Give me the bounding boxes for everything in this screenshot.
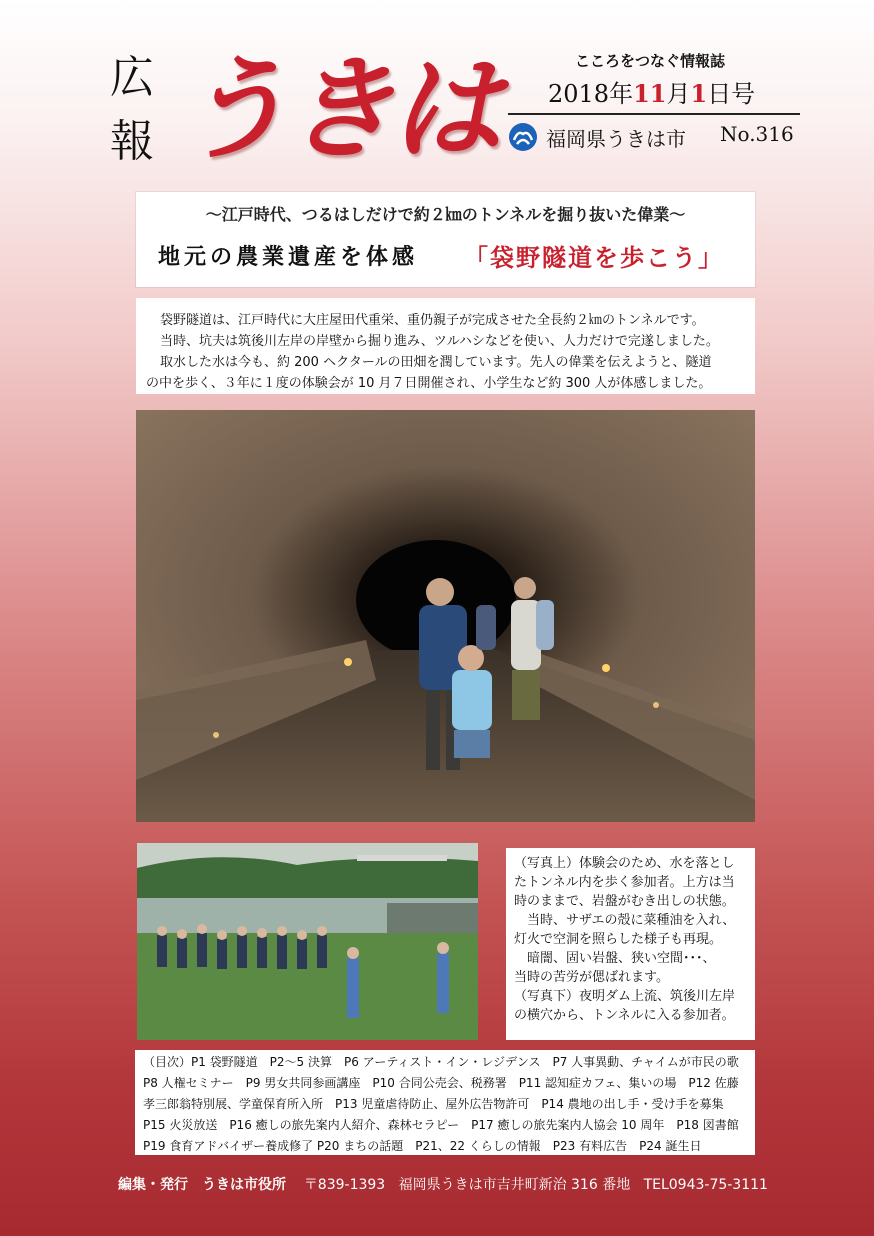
- city-emblem-icon: [508, 122, 538, 152]
- city-name: 福岡県うきは市: [546, 126, 686, 151]
- issue-date-year: 2018年: [548, 80, 634, 108]
- caption-line: 時のままで、岩盤がむき出しの状態。: [514, 894, 735, 909]
- toc-line: P15 火災放送 P16 癒しの旅先案内人紹介、森林セラピー P17 癒しの旅先案内人協会 10 周年 P18 図書館: [143, 1118, 739, 1132]
- entrance-photo: [137, 843, 478, 1040]
- headline-subtitle: 〜江戸時代、つるはしだけで約２㎞のトンネルを掘り抜いた偉業〜: [205, 205, 686, 224]
- masthead-tagline: こころをつなぐ情報誌: [575, 52, 726, 70]
- photo-caption: [506, 848, 755, 1040]
- headline-box: [136, 192, 755, 287]
- footer-tel: TEL0943-75-3111: [643, 1177, 768, 1193]
- issue-number: No.316: [720, 122, 794, 146]
- issue-date: [548, 74, 755, 109]
- issue-date-day-unit: 日号: [707, 80, 756, 108]
- intro-line: の中を歩く、３年に１度の体験会が 10 月７日開催され、小学生など約 300 人が体感しました。: [146, 376, 712, 391]
- footer: [118, 1174, 768, 1194]
- intro-line: 袋野隧道は、江戸時代に大庄屋田代重栄、重仍親子が完成させた全長約２㎞のトンネルです。: [160, 313, 705, 328]
- masthead-kanji: [100, 48, 164, 172]
- footer-address: 福岡県うきは市吉井町新治 316 番地: [398, 1177, 631, 1193]
- headline-main-red: 「袋野隧道を歩こう」: [464, 244, 724, 272]
- issue-date-day: 1: [690, 79, 708, 108]
- intro-line: 当時、坑夫は筑後川左岸の岸壁から掘り進み、ツルハシなどを使い、人力だけで完遂しました。: [160, 334, 719, 349]
- toc-line: 孝三郎翁特別展、学童保育所入所 P13 児童虐待防止、屋外広告物許可 P14 農地の出し手・受け手を募集: [143, 1097, 724, 1111]
- caption-line: （写真下）夜明ダム上流、筑後川左岸: [514, 989, 736, 1004]
- table-of-contents: [135, 1050, 755, 1155]
- issue-date-month: 11: [633, 79, 667, 108]
- intro-line: 取水した水は今も、約 200 ヘクタールの田畑を潤しています。先人の偉業を伝えようと、隧道: [160, 355, 712, 370]
- masthead-title: うきは: [178, 44, 496, 175]
- intro-box: [136, 298, 755, 394]
- caption-line: （写真上）体験会のため、水を落とし: [514, 856, 735, 871]
- headline-main: 地元の農業遺産を体感: [158, 245, 419, 270]
- toc-line: （目次）P1 袋野隧道 P2〜5 決算 P6 アーティスト・イン・レジデンス P7 人事異動、チャイムが市民の歌: [143, 1055, 739, 1069]
- footer-postal: 〒839-1393: [303, 1177, 386, 1193]
- caption-line: 当時、サザエの殻に菜種油を入れ、: [514, 913, 736, 928]
- issue-date-month-unit: 月: [666, 80, 691, 108]
- toc-line: P19 食育アドバイザー養成修了 P20 まちの話題 P21、22 くらしの情報 P23 有料広告 P24 誕生日: [143, 1139, 702, 1153]
- masthead-kanji-1: 広: [110, 52, 154, 103]
- caption-line: 暗闇、固い岩盤、狭い空間･･･、: [514, 951, 716, 966]
- caption-line: 灯火で空洞を照らした様子も再現。: [514, 932, 723, 947]
- masthead-kanji-2: 報: [110, 116, 154, 167]
- caption-line: 当時の苦労が偲ばれます。: [514, 970, 669, 985]
- caption-line: たトンネル内を歩く参加者。上方は当: [514, 875, 735, 890]
- tunnel-photo: [136, 410, 755, 822]
- caption-line: の横穴から、トンネルに入る参加者。: [514, 1008, 735, 1023]
- toc-line: P8 人権セミナー P9 男女共同参画講座 P10 合同公売会、税務署 P11 認知症カフェ、集いの場 P12 佐藤: [143, 1076, 739, 1090]
- city-line: [508, 122, 686, 152]
- footer-publisher: 編集・発行 うきは市役所: [118, 1177, 286, 1193]
- masthead-rule: [508, 113, 800, 115]
